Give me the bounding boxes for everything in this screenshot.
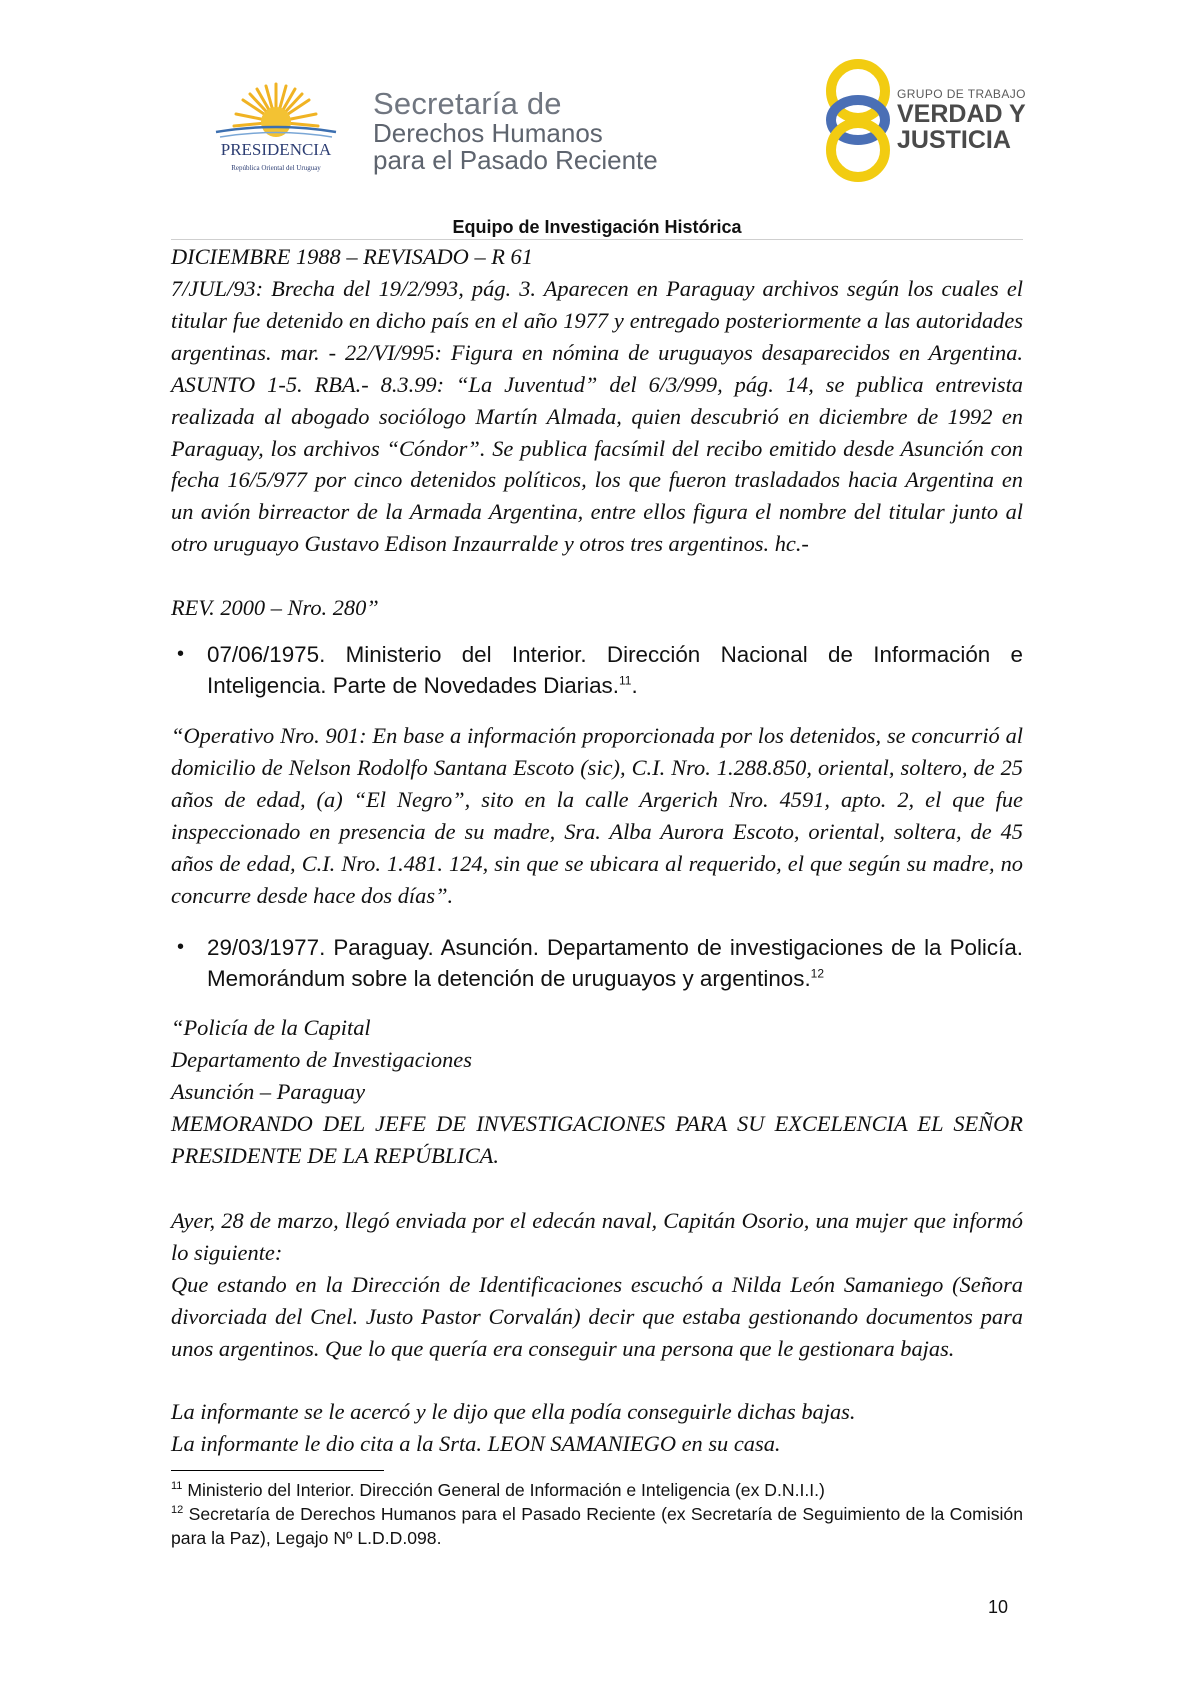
presidencia-subtitle: República Oriental del Uruguay bbox=[231, 164, 321, 172]
footnote-ref-12[interactable]: 12 bbox=[810, 966, 825, 981]
memo-paragraph-3: La informante se le acercó y le dijo que ella podía conseguirle dichas bajas. bbox=[171, 1399, 856, 1424]
memo-heading: MEMORANDO DEL JEFE DE INVESTIGACIONES PARA SU EXCELENCIA EL SEÑOR PRESIDENTE DE LA REPÚBLICA. bbox=[171, 1111, 1023, 1168]
header-divider bbox=[171, 239, 1023, 240]
sun-rays bbox=[216, 84, 336, 137]
secretaria-line-3: para el Pasado Reciente bbox=[373, 145, 658, 175]
memo-line-3: Asunción – Paraguay bbox=[171, 1079, 366, 1104]
secretaria-line-1: Secretaría de bbox=[373, 86, 562, 121]
verdad-justicia-title bbox=[897, 88, 1026, 153]
footnote-11 bbox=[171, 1478, 1023, 1502]
secretaria-line-2: Derechos Humanos bbox=[373, 118, 603, 148]
bullet-dot: • bbox=[177, 643, 185, 665]
footnote-number: 12 bbox=[171, 1504, 184, 1517]
bullet-item-2 bbox=[177, 932, 1023, 994]
quote-1-heading: DICIEMBRE 1988 – REVISADO – R 61 bbox=[171, 244, 533, 269]
justicia-label: JUSTICIA bbox=[897, 126, 1011, 154]
footnote-12 bbox=[171, 1502, 1023, 1550]
footnote-ref-11[interactable]: 11 bbox=[618, 673, 632, 688]
bullet-dot: • bbox=[177, 936, 185, 958]
memo-paragraph-4: La informante le dio cita a la Srta. LEON SAMANIEGO en su casa. bbox=[171, 1431, 781, 1456]
bullet-1-tail: . bbox=[631, 673, 638, 698]
footnote-separator bbox=[171, 1470, 384, 1471]
quote-2-paragraph: “Operativo Nro. 901: En base a información proporcionada por los detenidos, se concurrió al domicilio de Nelson Rodolfo Santana Escoto (sic), C.I. Nro. 1.288.850, oriental, soltero, de 25 años de edad, (a) “El Negro”, sito en la calle Argerich Nro. 4591, apto. 2, el que fue inspeccionado en presencia de su madre, Sra. Alba Aurora Escoto, oriental, soltera, de 45 años de edad, C.I. Nro. 1.481. 124, sin que se ubicara al requerido, el que según su madre, no concurre desde hace dos días”. bbox=[171, 723, 1023, 908]
footnote-number: 11 bbox=[171, 1480, 183, 1493]
footnote-text: Ministerio del Interior. Dirección General de Información e Inteligencia (ex D.N.I.I.) bbox=[187, 1480, 825, 1500]
verdad-label: VERDAD Y bbox=[897, 100, 1026, 128]
bullet-1-text: 07/06/1975. Ministerio del Interior. Dirección Nacional de Información e Inteligencia. Parte de Novedades Diarias. bbox=[207, 642, 1023, 698]
bullet-item-1 bbox=[177, 639, 1023, 701]
quote-1-paragraph: 7/JUL/93: Brecha del 19/2/993, pág. 3. Aparecen en Paraguay archivos según los cuales el titular fue detenido en dicho país en el año 1977 y entregado posteriormente a las autoridades argentinas. mar. - 22/VI/995: Figura en nómina de uruguayos desaparecidos en Argentina. ASUNTO 1-5. RBA.- 8.3.99: “La Juventud” del 6/3/999, pág. 14, se publica entrevista realizada al abogado sociólogo Martín Almada, quien descubrió en diciembre de 1992 en Paraguay, los archivos “Cóndor”. Se publica facsímil del recibo emitido desde Asunción con fecha 16/5/977 por cinco detenidos políticos, los que fueron trasladados hacia Argentina en un avión birreactor de la Armada Argentina, entre ellos figura el nombre del titular junto al otro uruguayo Gustavo Edison Inzaurralde y otros tres argentinos. hc.- bbox=[171, 276, 1023, 557]
memo-line-1: “Policía de la Capital bbox=[171, 1015, 371, 1040]
team-heading: Equipo de Investigación Histórica bbox=[452, 217, 742, 237]
footnote-text: Secretaría de Derechos Humanos para el Pasado Reciente (ex Secretaría de Seguimiento de la Comisión para la Paz), Legajo Nº L.D.D.098. bbox=[171, 1504, 1023, 1548]
bullet-2-text: 29/03/1977. Paraguay. Asunción. Departamento de investigaciones de la Policía. Memorándum sobre la detención de uruguayos y argentinos. bbox=[207, 935, 1023, 991]
memo-line-2: Departamento de Investigaciones bbox=[171, 1047, 472, 1072]
quote-1-closing: REV. 2000 – Nro. 280” bbox=[171, 595, 379, 620]
presidencia-sun-logo bbox=[196, 82, 356, 182]
secretaria-title bbox=[373, 88, 658, 173]
grupo-de-trabajo-label: GRUPO DE TRABAJO bbox=[897, 87, 1026, 101]
presidencia-name: PRESIDENCIA bbox=[220, 140, 332, 159]
memo-paragraph-2: Que estando en la Dirección de Identificaciones escuchó a Nilda León Samaniego (Señora divorciada del Cnel. Justo Pastor Corvalán) decir que estaba gestionando documentos para unos argentinos. Que lo que quería era conseguir una persona que le gestionara bajas. bbox=[171, 1272, 1023, 1361]
memo-paragraph-1: Ayer, 28 de marzo, llegó enviada por el edecán naval, Capitán Osorio, una mujer que informó lo siguiente: bbox=[171, 1208, 1023, 1265]
page-number: 10 bbox=[988, 1597, 1009, 1617]
